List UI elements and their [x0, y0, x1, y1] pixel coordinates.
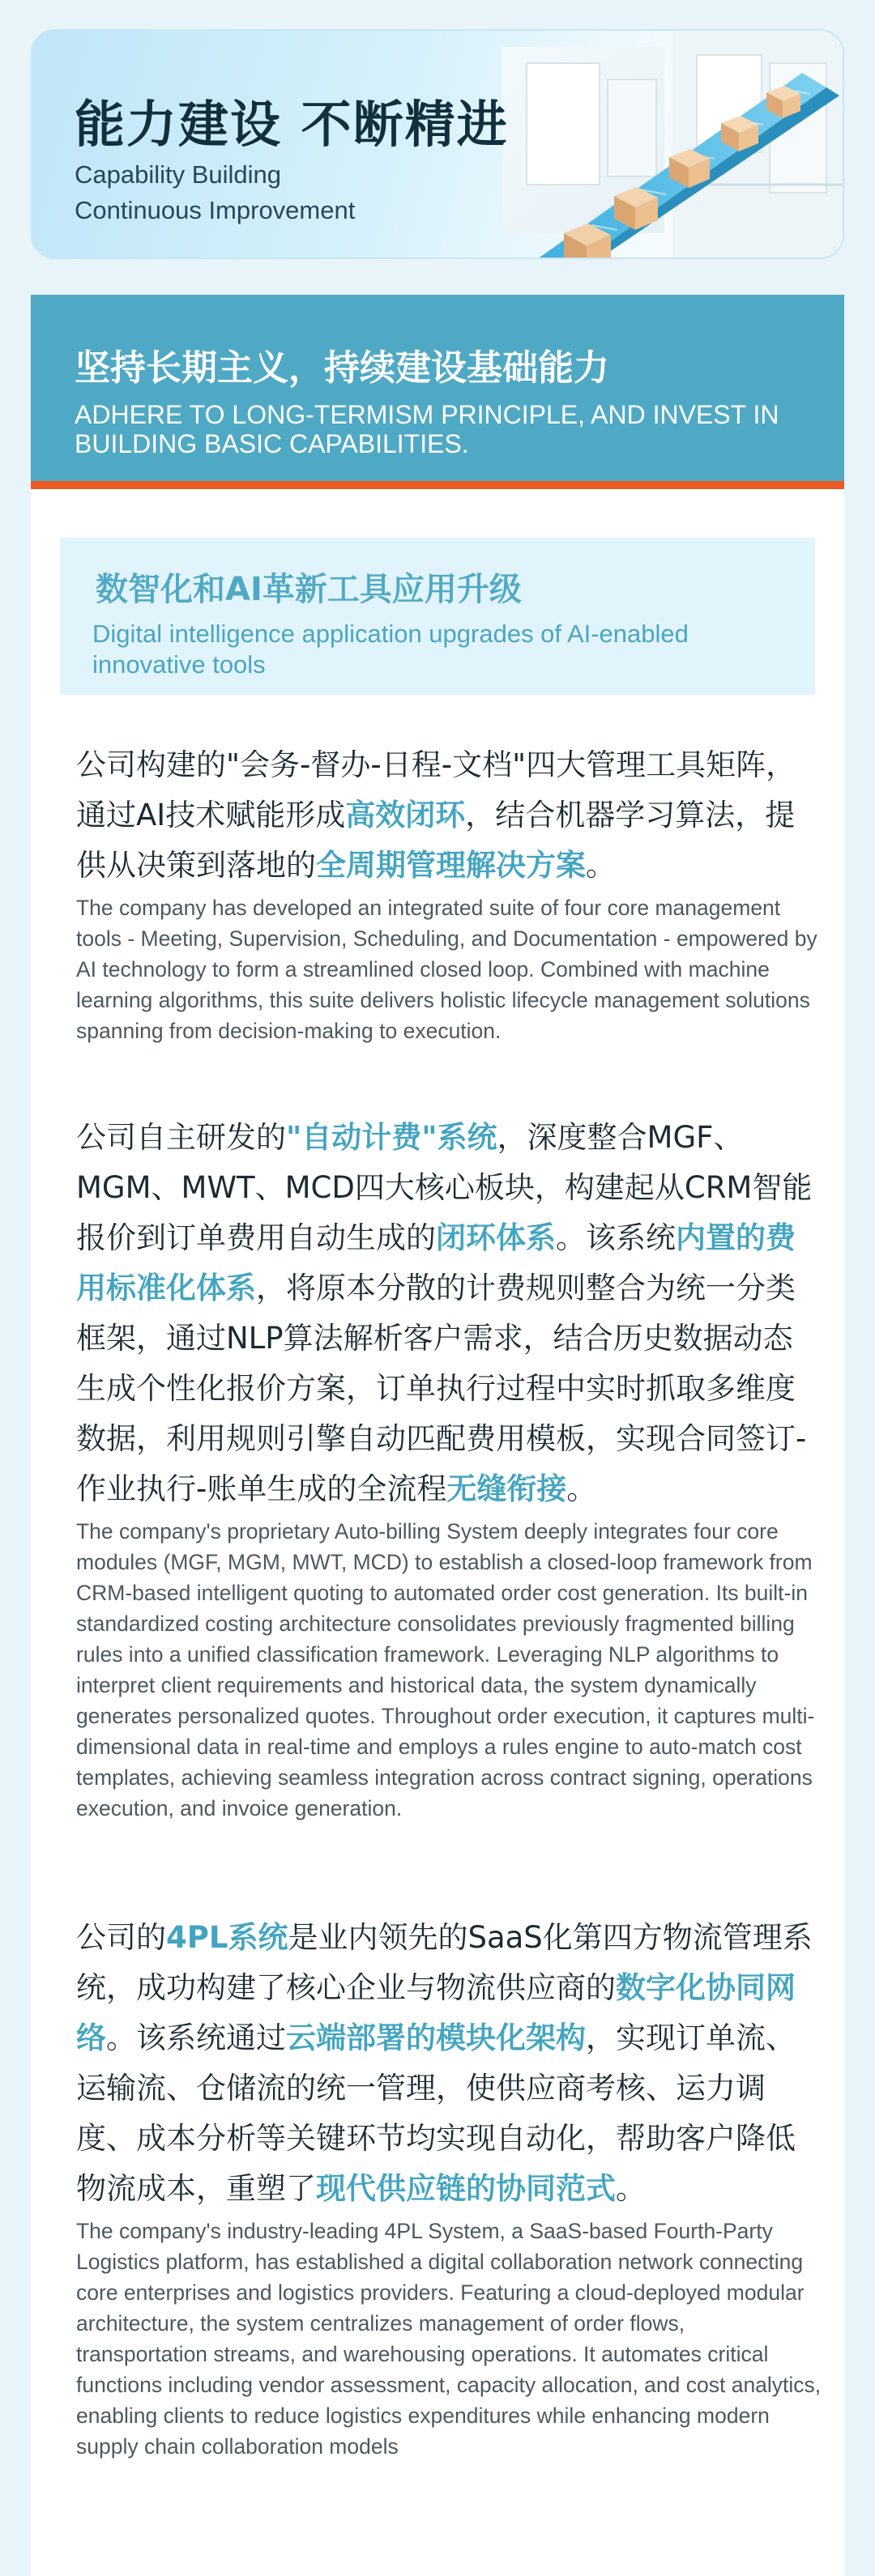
paragraph-text: 公司构建的"会务-督办-日程-文档"四大管理工具矩阵，通过AI技术赋能形成 — [76, 747, 796, 832]
paragraph-text: ，将原本分散的计费规则整合为统一分类框架，通过NLP算法解析客户需求，结合历史数据动态生成个性化报价方案，订单执行过程中实时抓取多维度数据，利用规则引擎自动匹配费用模板，实现合同签订-作业执行-账单生成的全流程 — [76, 1271, 807, 1506]
banner-accent-stripe — [31, 481, 844, 489]
highlight-text: 高效闭环 — [345, 798, 466, 832]
paragraph-text: 。该系统 — [556, 1220, 676, 1255]
subsection-title-en: Digital intelligence application upgrades of AI-enabled innovative tools — [92, 620, 689, 679]
hero-card — [31, 29, 844, 259]
highlight-text: 数字化协同网络 — [76, 1970, 796, 2055]
paragraph-text: 。 — [586, 848, 616, 883]
paragraph-management-tools — [76, 740, 822, 1046]
banner-subtitle: ADHERE TO LONG-TERMISM PRINCIPLE, AND INVEST IN BUILDING BASIC CAPABILITIES. — [75, 400, 779, 458]
content-card — [31, 295, 844, 2576]
highlight-text: 全周期管理解决方案 — [316, 848, 586, 883]
highlight-text: 云端部署的模块化架构 — [286, 2020, 586, 2055]
hero-subtitle — [75, 157, 355, 228]
hero-subtitle-line1: Capability Building — [75, 160, 282, 189]
hero-subtitle-line2: Continuous Improvement — [75, 196, 356, 224]
section-banner — [31, 295, 844, 481]
highlight-text: 现代供应链的协同范式 — [316, 2171, 616, 2206]
subsection-title-cn: 数智化和AI革新工具应用升级 — [96, 571, 522, 608]
highlight-text: 闭环体系 — [436, 1220, 556, 1255]
paragraph-cn — [76, 1113, 822, 1514]
paragraph-en: The company's industry-leading 4PL System, a SaaS-based Fourth-Party Logistics platform, has established a digital collaboration network connecting core enterprises and logistics providers. Featuring a cloud-deployed modular architecture, the system centralizes management of order flows, transportation streams, and warehousing operations. It automates critical functions including vendor assessment, capacity allocation, and cost analytics, enabling clients to reduce logistics expenditures while enhancing modern supply chain collaboration models — [76, 2219, 822, 2459]
paragraph-text: ，结合机器学习算法，提供从决策到落地的 — [76, 798, 796, 883]
paragraph-auto-billing — [76, 1113, 822, 1824]
paragraph-text: ，深度整合MGF、MGM、MWT、MCD四大核心板块，构建起从CRM智能报价到订单费用自动生成的 — [76, 1120, 813, 1255]
paragraph-text: 。该系统通过 — [106, 2020, 286, 2055]
paragraph-cn — [76, 740, 822, 891]
paragraph-en: The company has developed an integrated suite of four core management tools - Meeting, Supervision, Scheduling, and Documentation - empowered by AI technology to form a streamlined closed loop. Combined with machine learning algorithms, this suite delivers holistic lifecycle management solutions spanning from decision-making to execution. — [76, 896, 817, 1043]
paragraph-4pl-system — [76, 1913, 822, 2462]
paragraph-en: The company's proprietary Auto-billing System deeply integrates four core modules (MGF, MGM, MWT, MCD) to establish a closed-loop framework from CRM-based intelligent quoting to automated order cost generation. Its built-in standardized costing architecture consolidates previously fragmented billing rules into a unified classification framework. Leveraging NLP algorithms to interpret client requirements and historical data, the system dynamically generates personalized quotes. Throughout order execution, it captures multi-dimensional data in real-time and employs a rules engine to auto-match cost templates, achieving seamless integration across contract signing, operations execution, and invoice generation. — [76, 1519, 815, 1820]
highlight-text: 内置的费用标准化体系 — [76, 1220, 796, 1305]
highlight-text: 4PL系统 — [166, 1920, 288, 1955]
paragraph-text: 。 — [616, 2171, 646, 2206]
paragraph-cn — [76, 1913, 822, 2214]
subsection-heading-box — [60, 538, 815, 695]
banner-title: 坚持长期主义，持续建设基础能力 — [75, 347, 609, 389]
hero-title: 能力建设 不断精进 — [75, 95, 509, 154]
paragraph-text: 。 — [566, 1471, 597, 1506]
paragraph-text: 公司自主研发的 — [76, 1120, 286, 1155]
paragraph-text: 公司的 — [76, 1920, 166, 1955]
paragraph-text: 是业内领先的SaaS化第四方物流管理系统，成功构建了核心企业与物流供应商的 — [76, 1920, 813, 2005]
highlight-text: "自动计费"系统 — [286, 1120, 497, 1155]
highlight-text: 无缝衔接 — [446, 1471, 567, 1506]
paragraph-text: ，实现订单流、运输流、仓储流的统一管理，使供应商考核、运力调度、成本分析等关键环节均实现自动化，帮助客户降低物流成本，重塑了 — [76, 2020, 796, 2206]
